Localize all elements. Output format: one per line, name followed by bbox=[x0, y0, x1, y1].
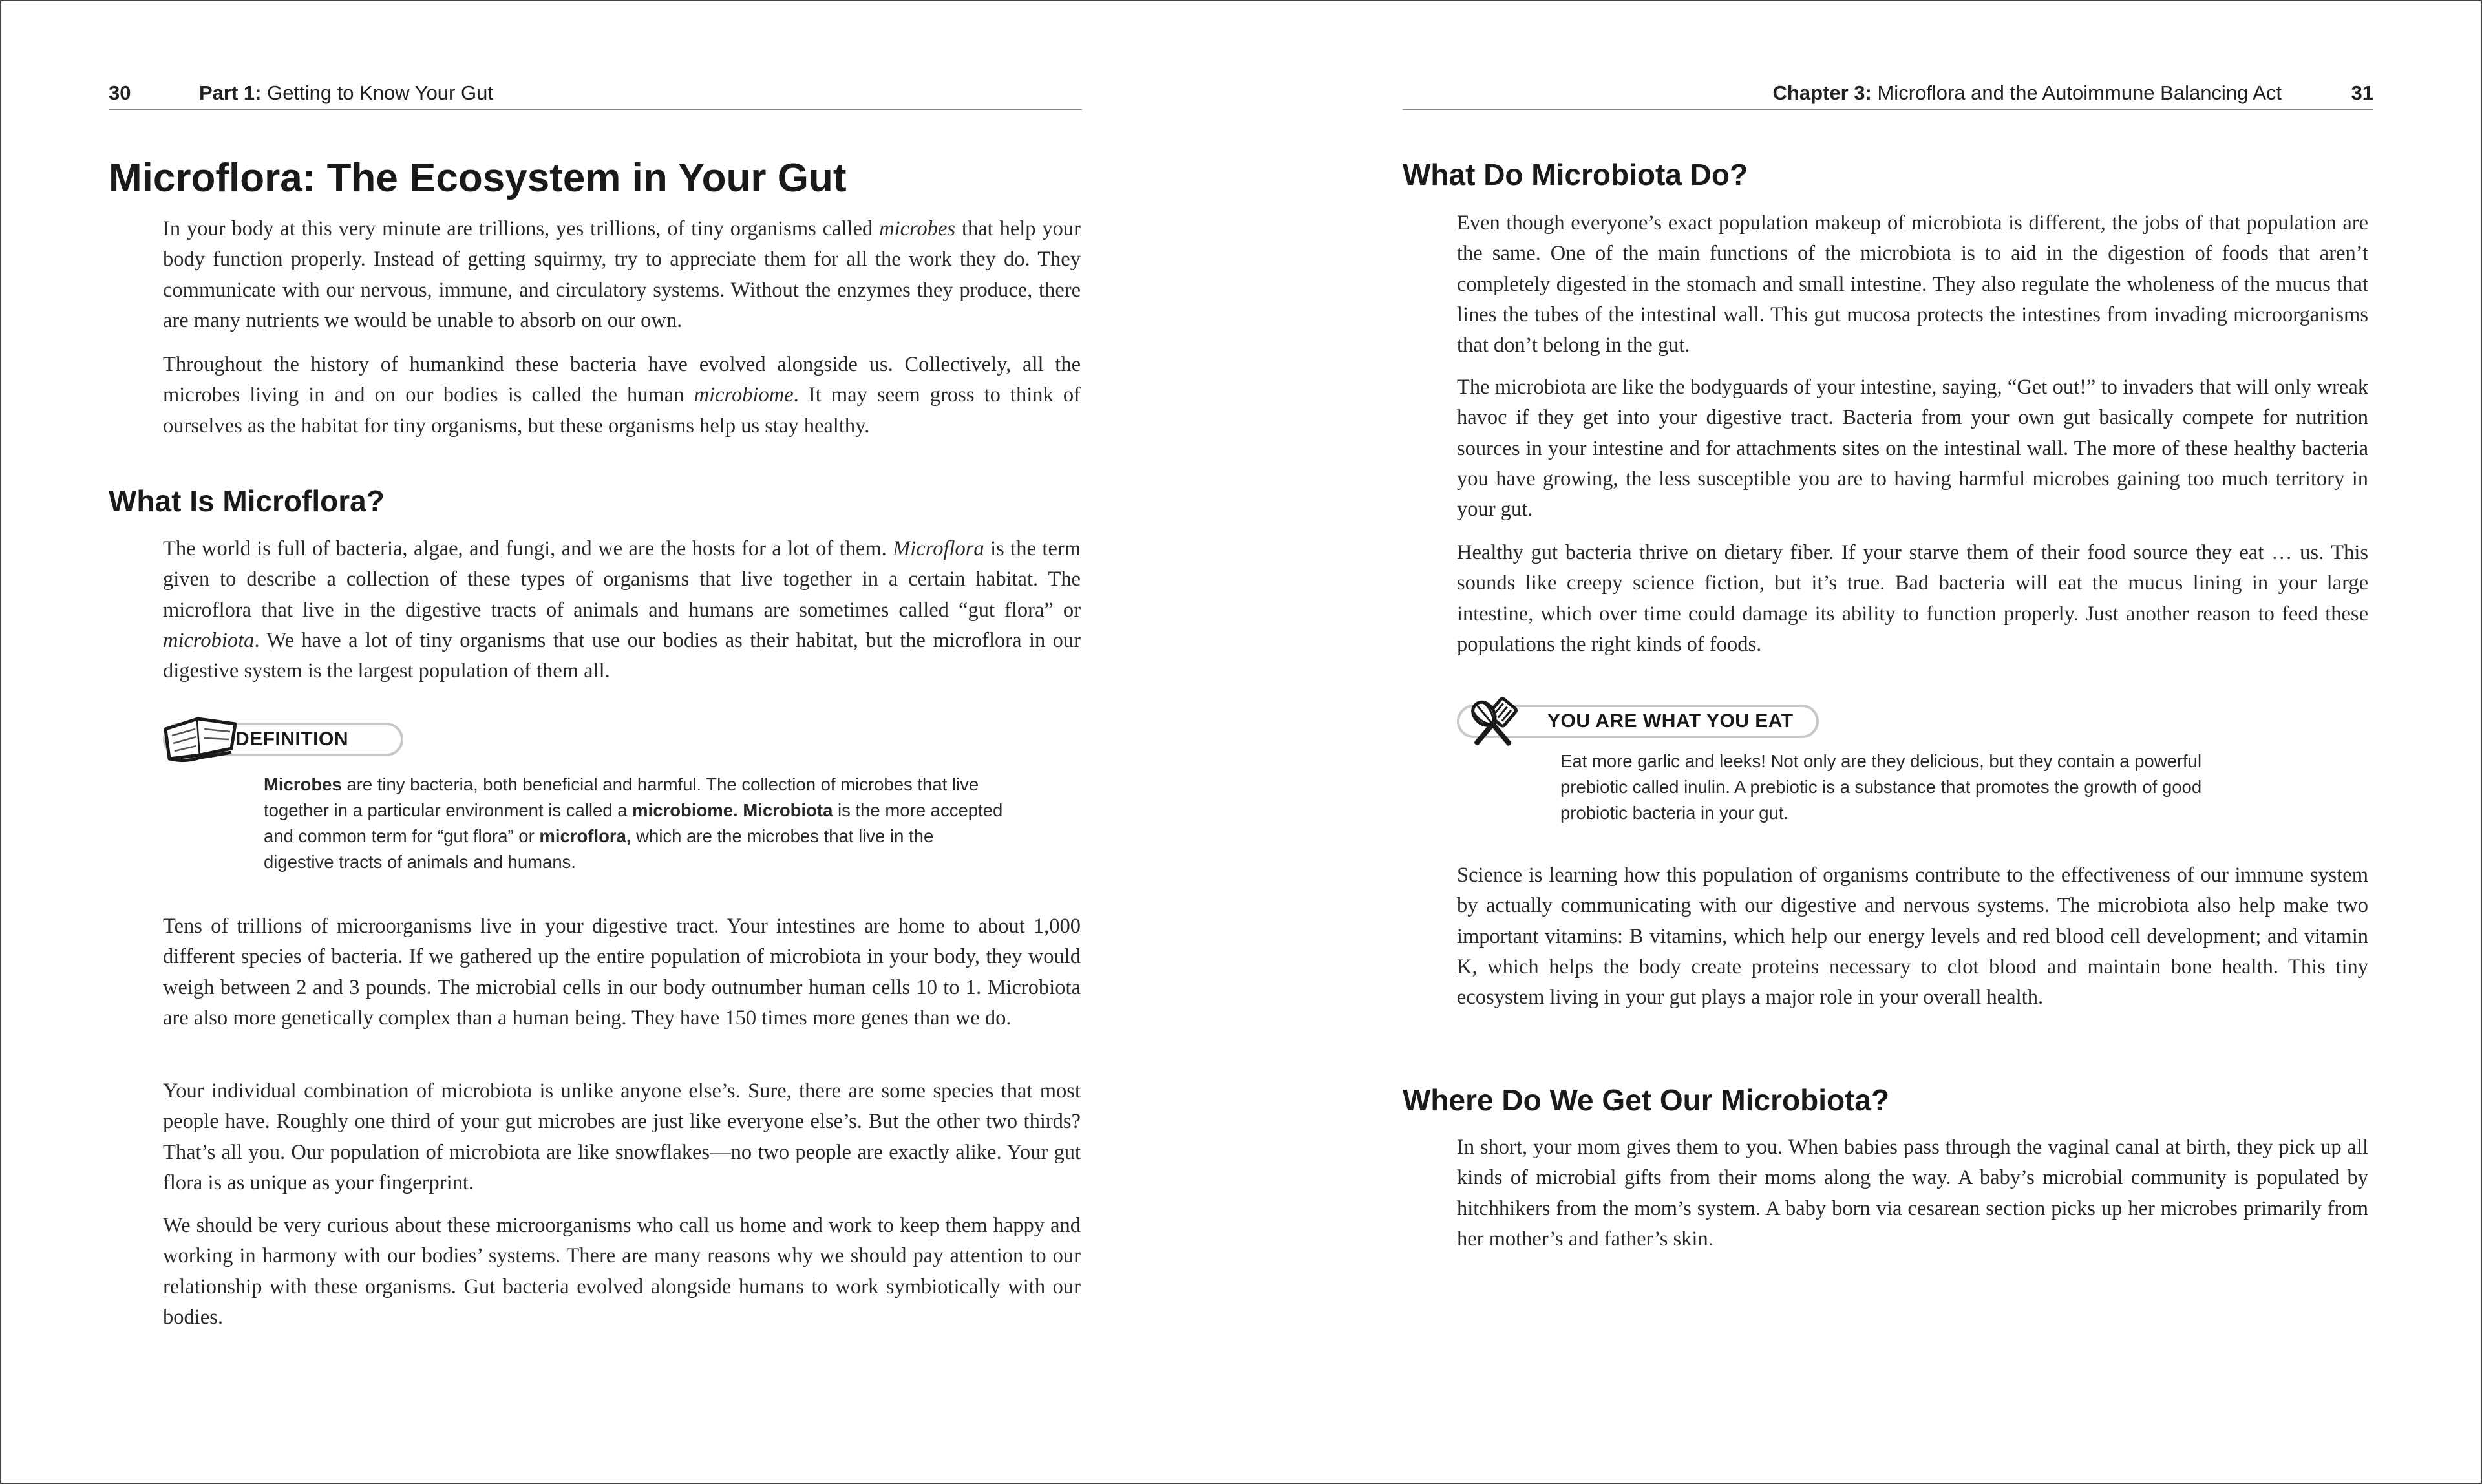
right-page bbox=[1403, 0, 2373, 1484]
text-run: In short, your mom gives them to you. When babies pass through the vaginal canal at birth, they pick up all kinds of microbial gifts from their moms along the way. A baby’s microbial community is populated by hitchhikers from the mom’s system. A baby born via cesarean section picks up her microbes primarily from her mother’s and father’s skin. bbox=[1457, 1136, 2368, 1251]
intro-paragraph-2 bbox=[163, 350, 1081, 441]
page-title: Microflora: The Ecosystem in Your Gut bbox=[109, 156, 847, 200]
text-run: are tiny bacteria, both beneficial and harmful. The collection of microbes that live together in a particular environment is called a bbox=[264, 774, 979, 820]
microbiota-paragraph-2 bbox=[1457, 372, 2368, 525]
left-page bbox=[109, 0, 1082, 1484]
text-run: In your body at this very minute are trillions, yes trillions, of tiny organisms called bbox=[163, 217, 880, 240]
microbiota-paragraph-3 bbox=[1457, 538, 2368, 660]
text-run: Throughout the history of humankind these bacteria have evolved alongside us. Collectively, all the microbes living in and on our bodies is called the human bbox=[163, 353, 1081, 407]
eat-text bbox=[1560, 748, 2271, 826]
intro-paragraph-1 bbox=[163, 214, 1081, 336]
left-running-head bbox=[109, 78, 1082, 110]
immune-paragraph bbox=[1457, 860, 2368, 1013]
section-heading-what-do-microbiota-do: What Do Microbiota Do? bbox=[1403, 158, 1748, 191]
chapter-title: Microflora and the Autoimmune Balancing Act bbox=[1877, 81, 2282, 104]
text-run: Your individual combination of microbiota is unlike anyone else’s. Sure, there are some species that most people have. Roughly one third of your gut microbes are just like everyone else’s. But the other two thirds? That’s all you. Our population of microbiota are like snowflakes—no two people are exactly alike. Your gut flora is as unique as your fingerprint. bbox=[163, 1079, 1081, 1194]
open-book-icon bbox=[160, 712, 240, 767]
text-run: is the more accepted and common term for “gut flora” or bbox=[264, 800, 1003, 846]
text-run: which are the microbes that live in the digestive tracts of animals and humans. bbox=[264, 826, 934, 872]
text-run: Tens of trillions of microorganisms live in your digestive tract. Your intestines are home to about 1,000 different species of bacteria. If we gathered up the entire population of microbiota in your body, they would weigh between 2 and 3 pounds. The microbial cells in our body outnumber human cells 10 to 1. Microbiota are also more genetically complex than a human being. They have 150 times more genes than we do. bbox=[163, 915, 1081, 1030]
body-paragraph-3 bbox=[163, 1211, 1081, 1333]
body-paragraph-1 bbox=[163, 911, 1081, 1034]
section-heading-what-is-microflora: What Is Microflora? bbox=[109, 484, 385, 518]
section-heading-where-do-we-get: Where Do We Get Our Microbiota? bbox=[1403, 1083, 1890, 1117]
left-page-number: 30 bbox=[109, 81, 131, 104]
text-run: Healthy gut bacteria thrive on dietary fiber. If your starve them of their food source they eat … us. This sounds like creepy science fiction, but it’s true. Bad bacteria will eat the mucus lining in your large intestine, which over time could damage its ability to function properly. Just another reason to feed these populations the right kinds of foods. bbox=[1457, 541, 2368, 656]
right-running-title bbox=[1773, 81, 2282, 105]
text-run: The microbiota are like the bodyguards of your intestine, saying, “Get out!” to invaders that will only wreak havoc if they get into your digestive tract. Bacteria from your own gut basically compete for nutrition sources in your intestine and for attachments sites on the intestinal wall. The more of these healthy bacteria you have growing, the less susceptible you are to having harmful microbes gaining too much territory in your gut. bbox=[1457, 376, 2368, 522]
text-run: that help your body function properly. Instead of getting squirmy, try to appreciate them for all the work they do. They communicate with our nervous, immune, and circulatory systems. Without the enzymes they produce, there are many nutrients we would be unable to absorb on our own. bbox=[163, 217, 1081, 332]
microbiota-paragraph-1 bbox=[1457, 208, 2368, 361]
text-run: Microbes bbox=[264, 774, 342, 794]
microflora-paragraph bbox=[163, 534, 1081, 686]
spatula-whisk-icon bbox=[1454, 695, 1534, 754]
birth-paragraph bbox=[1457, 1132, 2368, 1255]
text-run: Microflora bbox=[893, 537, 984, 560]
right-page-number: 31 bbox=[2351, 81, 2373, 104]
definition-label: DEFINITION bbox=[235, 728, 348, 750]
text-run: microflora, bbox=[539, 826, 631, 846]
you-are-what-you-eat-sidebar bbox=[1457, 705, 2375, 834]
text-run: Even though everyone’s exact population makeup of microbiota is different, the jobs of that population are the same. One of the main functions of the microbiota is to aid in the digestion of foods that aren’t completely digested in the stomach and small intestine. They also regulate the wholeness of the mucus that lines the tubes of the intestinal wall. This gut mucosa protects the intestines from invading microorganisms that don’t belong in the gut. bbox=[1457, 211, 2368, 357]
text-run: is the term given to describe a collection of these types of organisms that live together in a certain habitat. The microflora that live in the digestive tracts of animals and humans are sometimes called “gut flora” or bbox=[163, 537, 1081, 622]
text-run: . It may seem gross to think of ourselves as the habitat for tiny organisms, but these organisms help us stay healthy. bbox=[163, 383, 1081, 438]
text-run: . We have a lot of tiny organisms that use our bodies as their habitat, but the microflora in our digestive system is the largest population of them all. bbox=[163, 628, 1081, 683]
text-run: microbiota bbox=[163, 628, 255, 652]
text-run: Science is learning how this population of organisms contribute to the effectiveness of our immune system by actually communicating with our digestive and nervous systems. The microbiota also help make two important vitamins: B vitamins, which help our energy levels and red blood cell development; and vitamin K, which helps the body create proteins necessary to clot blood and maintain bone health. This tiny ecosystem living in your gut plays a major role in your overall health. bbox=[1457, 864, 2368, 1010]
right-running-head bbox=[1403, 78, 2373, 110]
definition-sidebar bbox=[163, 723, 1081, 884]
text-run: We should be very curious about these microorganisms who call us home and work to keep them happy and working in harmony with our bodies’ systems. There are many reasons why we should pay attention to our relationship with these organisms. Gut bacteria evolved alongside humans to work symbiotically with our bodies. bbox=[163, 1214, 1081, 1329]
eat-label: YOU ARE WHAT YOU EAT bbox=[1547, 710, 1794, 732]
text-run: microbiome. bbox=[632, 800, 738, 820]
text-run: microbes bbox=[879, 217, 956, 240]
left-running-title bbox=[199, 81, 493, 105]
text-run: Eat more garlic and leeks! Not only are they delicious, but they contain a powerful prebiotic called inulin. A prebiotic is a substance that promotes the growth of good probiotic bacteria in your gut. bbox=[1560, 751, 2202, 823]
chapter-label: Chapter 3: bbox=[1772, 81, 1872, 104]
body-paragraph-2 bbox=[163, 1076, 1081, 1198]
text-run: microbiome bbox=[694, 383, 794, 407]
text-run: The world is full of bacteria, algae, and fungi, and we are the hosts for a lot of them. bbox=[163, 537, 893, 560]
definition-text bbox=[264, 772, 1007, 875]
text-run: Microbiota bbox=[743, 800, 833, 820]
part-title: Getting to Know Your Gut bbox=[267, 81, 493, 104]
part-label: Part 1: bbox=[199, 81, 262, 104]
